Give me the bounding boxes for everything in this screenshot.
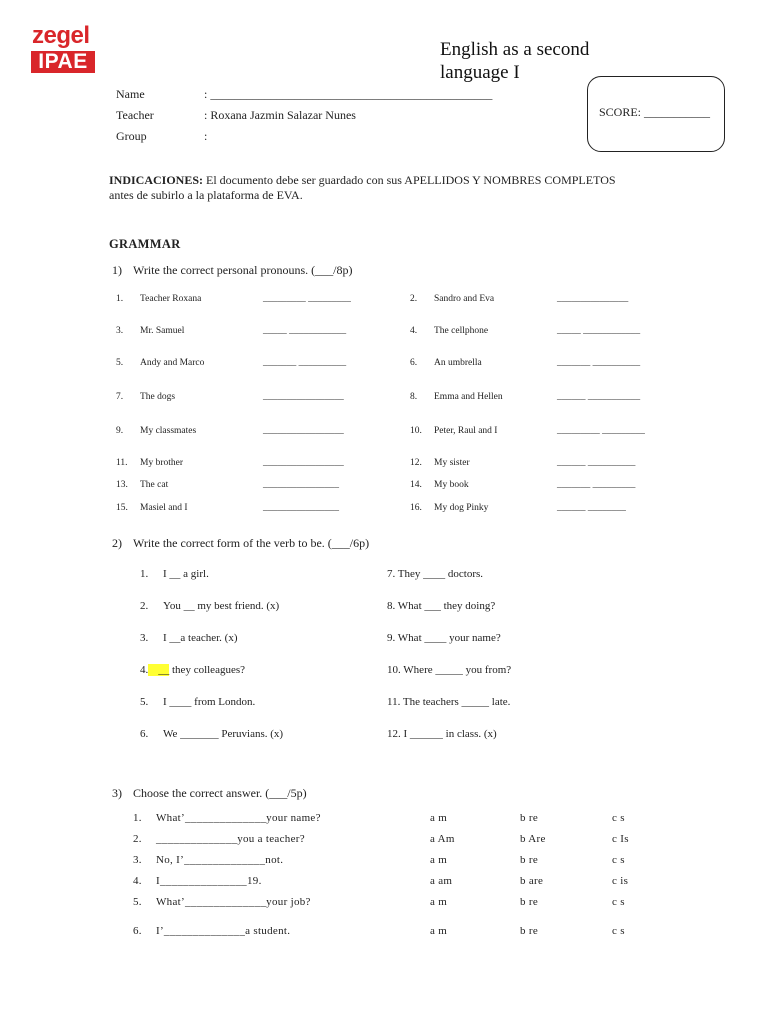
pronoun-item-number: 9. — [116, 426, 124, 436]
choice-option-c[interactable]: c s — [612, 925, 625, 937]
choice-option-a[interactable]: a m — [430, 812, 448, 824]
logo-badge: IPAE — [31, 51, 95, 73]
pronoun-answer-blank[interactable]: _________________ — [263, 458, 344, 468]
pronoun-answer-blank[interactable]: _______ __________ — [263, 358, 347, 368]
choice-option-a[interactable]: a m — [430, 925, 448, 937]
pronoun-answer-blank[interactable]: ______ ___________ — [557, 392, 641, 402]
question-3-number: 3) — [112, 786, 122, 800]
choice-option-c[interactable]: c Is — [612, 833, 629, 845]
pronoun-item-text: My sister — [434, 458, 470, 468]
pronoun-item-number: 3. — [116, 326, 124, 336]
question-1-text: Write the correct personal pronouns. (___/8p) — [133, 263, 353, 277]
name-label: Name — [116, 87, 145, 101]
pronoun-item-text: Sandro and Eva — [434, 294, 495, 304]
choice-item-text: I’______________a student. — [156, 925, 291, 937]
pronoun-item-number: 5. — [116, 358, 124, 368]
verb-item-number: 3. — [140, 632, 149, 644]
instructions-line2: antes de subirlo a la plataforma de EVA. — [109, 188, 303, 202]
pronoun-item-number: 16. — [410, 503, 422, 513]
choice-item-number: 2. — [133, 833, 142, 845]
pronoun-item-number: 4. — [410, 326, 418, 336]
choice-item-number: 5. — [133, 896, 142, 908]
choice-item-text: I_______________19. — [156, 875, 262, 887]
verb-item-right: 10. Where _____ you from? — [387, 664, 512, 676]
question-2-text: Write the correct form of the verb to be. (___/6p) — [133, 536, 370, 550]
pronoun-item-text: Andy and Marco — [140, 358, 205, 368]
verb-item-right: 11. The teachers _____ late. — [387, 696, 511, 708]
pronoun-item-text: My dog Pinky — [434, 503, 489, 513]
pronoun-answer-blank[interactable]: _________ _________ — [263, 294, 351, 304]
choice-option-c[interactable]: c s — [612, 812, 625, 824]
verb-item-right: 8. What ___ they doing? — [387, 600, 496, 612]
pronoun-answer-blank[interactable]: ______ __________ — [557, 458, 636, 468]
verb-item-text: We _______ Peruvians. (x) — [163, 728, 284, 740]
pronoun-item-number: 6. — [410, 358, 418, 368]
pronoun-item-number: 14. — [410, 480, 422, 490]
pronoun-answer-blank[interactable]: _________________ — [263, 392, 344, 402]
logo-text: zegel — [32, 22, 90, 49]
pronoun-answer-blank[interactable]: ________________ — [263, 503, 339, 513]
pronoun-answer-blank[interactable]: ________________ — [263, 480, 339, 490]
pronoun-answer-blank[interactable]: _____ ____________ — [557, 326, 641, 336]
verb-item-number: 6. — [140, 728, 149, 740]
choice-option-c[interactable]: c is — [612, 875, 629, 887]
pronoun-answer-blank[interactable]: _________ _________ — [557, 426, 645, 436]
instructions-line1 — [109, 173, 616, 188]
pronoun-item-text: Peter, Raul and I — [434, 426, 498, 436]
choice-item-text: What’______________your name? — [156, 812, 321, 824]
choice-option-b[interactable]: b re — [520, 925, 538, 937]
pronoun-item-text: An umbrella — [434, 358, 482, 368]
teacher-value: : Roxana Jazmin Salazar Nunes — [204, 108, 356, 122]
pronoun-item-number: 10. — [410, 426, 422, 436]
question-3-text: Choose the correct answer. (___/5p) — [133, 786, 307, 800]
pronoun-answer-blank[interactable]: _____ ____________ — [263, 326, 347, 336]
choice-option-b[interactable]: b re — [520, 896, 538, 908]
verb-item-text: I __ a girl. — [163, 568, 209, 580]
verb-item-right: 9. What ____ your name? — [387, 632, 501, 644]
choice-item-number: 6. — [133, 925, 142, 937]
choice-option-c[interactable]: c s — [612, 896, 625, 908]
pronoun-item-number: 11. — [116, 458, 128, 468]
question-2-number: 2) — [112, 536, 122, 550]
verb-item-right: 7. They ____ doctors. — [387, 568, 484, 580]
verb-item-number: 1. — [140, 568, 149, 580]
pronoun-item-number: 1. — [116, 294, 124, 304]
instructions-label: INDICACIONES: — [109, 173, 204, 187]
choice-option-b[interactable]: b re — [520, 812, 538, 824]
verb-item-number: 5. — [140, 696, 149, 708]
name-field[interactable]: : _______________________________________________ — [204, 87, 493, 101]
choice-item-text: What’______________your job? — [156, 896, 311, 908]
highlighted-blank[interactable]: __ — [150, 664, 170, 676]
pronoun-answer-blank[interactable]: _________________ — [263, 426, 344, 436]
verb-item-number: 4. — [140, 664, 149, 676]
choice-option-a[interactable]: a m — [430, 896, 448, 908]
pronoun-item-text: The dogs — [140, 392, 176, 402]
verb-item-number: 2. — [140, 600, 149, 612]
verb-item-text: You __ my best friend. (x) — [163, 600, 280, 612]
group-label: Group — [116, 129, 147, 143]
choice-option-b[interactable]: b Are — [520, 833, 546, 845]
pronoun-item-text: Teacher Roxana — [140, 294, 202, 304]
choice-item-number: 1. — [133, 812, 142, 824]
pronoun-item-text: My brother — [140, 458, 184, 468]
pronoun-item-text: Emma and Hellen — [434, 392, 503, 402]
choice-option-b[interactable]: b re — [520, 854, 538, 866]
pronoun-answer-blank[interactable]: _______________ — [557, 294, 629, 304]
choice-option-a[interactable]: a am — [430, 875, 453, 887]
group-field[interactable]: : — [204, 129, 208, 143]
choice-item-number: 4. — [133, 875, 142, 887]
verb-item-text — [148, 664, 245, 676]
verb-item-text: I __a teacher. (x) — [163, 632, 238, 644]
pronoun-item-number: 13. — [116, 480, 128, 490]
choice-item-text: ______________you a teacher? — [156, 833, 305, 845]
pronoun-item-number: 7. — [116, 392, 124, 402]
document-title-line1: English as a second — [440, 39, 590, 60]
verb-item-text: I ____ from London. — [163, 696, 256, 708]
score-field[interactable]: SCORE: ___________ — [599, 105, 711, 119]
choice-option-a[interactable]: a Am — [430, 833, 455, 845]
instructions-text: El documento debe ser guardado con sus APELLIDOS Y NOMBRES COMPLETOS — [203, 173, 616, 187]
pronoun-answer-blank[interactable]: _______ _________ — [557, 480, 636, 490]
choice-option-c[interactable]: c s — [612, 854, 625, 866]
pronoun-item-number: 2. — [410, 294, 418, 304]
pronoun-item-number: 15. — [116, 503, 128, 513]
choice-item-text: No, I’______________not. — [156, 854, 284, 866]
pronoun-item-text: My classmates — [140, 426, 197, 436]
pronoun-item-text: The cat — [140, 480, 169, 490]
pronoun-answer-blank[interactable]: ______ ________ — [557, 503, 626, 513]
verb-item-right: 12. I ______ in class. (x) — [387, 728, 497, 740]
pronoun-answer-blank[interactable]: _______ __________ — [557, 358, 641, 368]
pronoun-item-text: The cellphone — [434, 326, 489, 336]
choice-item-number: 3. — [133, 854, 142, 866]
pronoun-item-number: 12. — [410, 458, 422, 468]
question-1-number: 1) — [112, 263, 122, 277]
verb-item-rest: they colleagues? — [169, 664, 245, 676]
pronoun-item-text: My book — [434, 480, 469, 490]
choice-option-a[interactable]: a m — [430, 854, 448, 866]
pronoun-item-number: 8. — [410, 392, 418, 402]
pronoun-item-text: Masiel and I — [140, 503, 188, 513]
teacher-label: Teacher — [116, 108, 154, 122]
document-title-line2: language I — [440, 62, 520, 83]
choice-option-b[interactable]: b are — [520, 875, 544, 887]
pronoun-item-text: Mr. Samuel — [140, 326, 185, 336]
section-title: GRAMMAR — [109, 237, 181, 251]
